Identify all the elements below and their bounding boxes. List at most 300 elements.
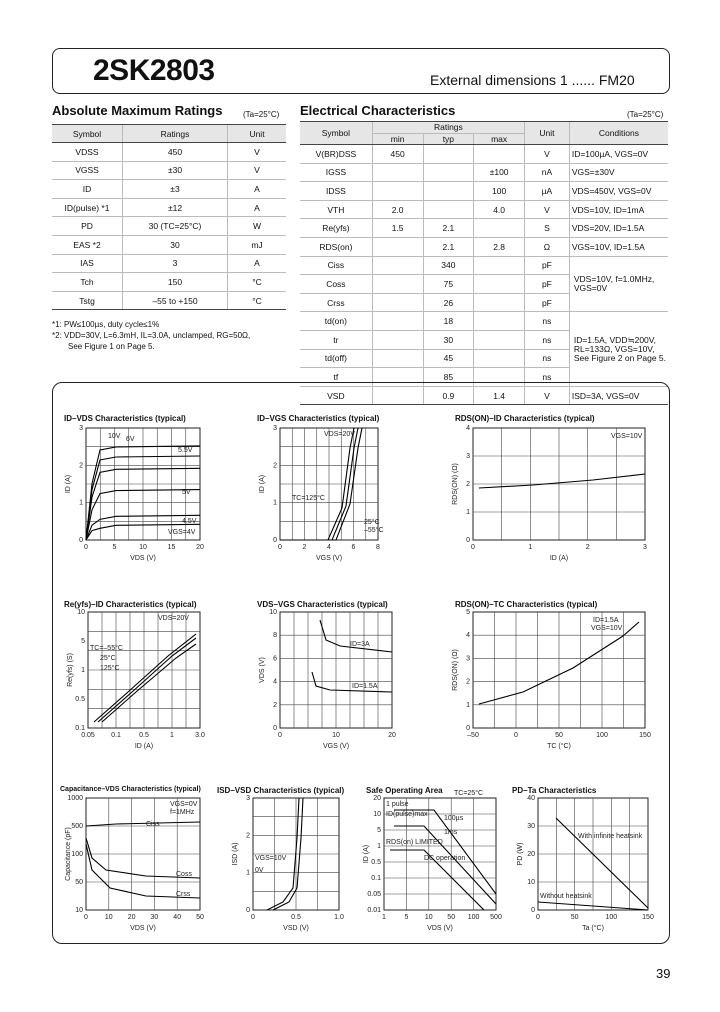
col-max: max <box>474 133 525 145</box>
max-cell: 2.8 <box>474 237 525 256</box>
unit-cell: V <box>525 145 570 164</box>
curve-label: 5V <box>182 489 191 496</box>
y-tick-label: 10 <box>77 609 85 616</box>
x-tick-label: 500 <box>490 914 502 921</box>
typ-cell: 85 <box>423 368 474 387</box>
curve-label: 4.5V <box>182 518 197 525</box>
rating-cell: ±12 <box>123 198 228 217</box>
x-axis-label: VGS (V) <box>322 743 350 750</box>
x-tick-label: 0 <box>536 914 540 921</box>
unit-cell: pF <box>525 256 570 275</box>
x-tick-label: 2 <box>302 544 307 551</box>
symbol-cell: IAS <box>52 254 123 273</box>
curve-label: 25°C <box>364 519 380 526</box>
unit-cell: nA <box>525 163 570 182</box>
symbol-cell: VDSS <box>52 143 123 162</box>
graph-title-vds-vgs: VDS–VGS Characteristics (typical) <box>257 600 388 609</box>
x-axis-label: VDS (V) <box>130 925 156 932</box>
y-tick-label: 0.1 <box>75 725 85 732</box>
x-tick-label: 0 <box>278 544 282 551</box>
condition-line: See Figure 2 on Page 5. <box>573 352 666 363</box>
plot-cap-vds <box>65 795 204 932</box>
max-cell <box>474 312 525 331</box>
y-tick-label: 500 <box>71 823 83 830</box>
curve-label: 6V <box>126 436 135 443</box>
typ-cell <box>423 182 474 201</box>
curve-label: With infinite heatsink <box>578 833 643 840</box>
max-cell <box>474 330 525 349</box>
curve-label: 1 pulse <box>386 801 409 808</box>
x-tick-label: 10 <box>139 544 147 551</box>
curve-label: 1ms <box>444 829 458 836</box>
y-tick-label: 1 <box>466 509 470 516</box>
x-tick-label: 50 <box>570 914 579 921</box>
condition-line: ID=1.5A, VDD≒200V, <box>573 334 657 345</box>
unit-cell: W <box>228 217 287 236</box>
y-tick-label: 4 <box>466 425 470 432</box>
y-tick-label: 0 <box>466 537 470 544</box>
y-tick-label: 1000 <box>67 795 83 802</box>
x-tick-label: 50 <box>447 914 456 921</box>
elec-row <box>300 237 668 256</box>
x-tick-label: 15 <box>167 544 176 551</box>
x-axis-label: VDS (V) <box>130 555 156 562</box>
y-tick-label: 0.1 <box>371 875 381 882</box>
x-tick-label: 100 <box>467 914 480 921</box>
y-axis-label: ID (A) <box>65 474 72 494</box>
page-number: 39 <box>656 966 671 981</box>
graph-title-id-vgs: ID–VGS Characteristics (typical) <box>257 414 380 423</box>
typ-cell <box>423 200 474 219</box>
elec-row <box>300 200 668 219</box>
x-tick-label: 10 <box>424 914 433 921</box>
y-tick-label: 8 <box>273 632 277 640</box>
symbol-cell: Coss <box>300 275 372 294</box>
x-tick-label: 30 <box>150 914 159 921</box>
y-axis-label: Capacitance (pF) <box>65 827 72 881</box>
conditions-cell: VDS=450V, VGS=0V <box>569 182 668 201</box>
unit-cell: mJ <box>228 235 287 254</box>
curve-label: VGS=4V <box>168 529 196 536</box>
col-symbol: Symbol <box>300 122 372 145</box>
typ-cell: 18 <box>423 312 474 331</box>
x-tick-label: 1 <box>382 914 386 921</box>
y-tick-label: 3 <box>466 655 470 663</box>
y-tick-label: 5 <box>466 609 470 616</box>
symbol-cell: Tstg <box>52 291 123 310</box>
conditions-cell: ID=100µA, VGS=0V <box>569 145 668 164</box>
graph-title-rdson-tc: RDS(ON)–TC Characteristics (typical) <box>455 600 598 609</box>
unit-cell: A <box>228 180 287 199</box>
graph-title-soa: Safe Operating Area <box>366 786 443 795</box>
symbol-cell: td(off) <box>300 349 372 368</box>
typ-cell <box>423 163 474 182</box>
max-cell: 1.4 <box>474 386 525 405</box>
max-cell <box>474 145 525 164</box>
x-tick-label: 150 <box>642 914 654 921</box>
y-tick-label: 1 <box>79 499 83 507</box>
symbol-cell: VGSS <box>52 161 123 180</box>
col-typ: typ <box>423 133 474 145</box>
max-cell <box>474 256 525 275</box>
min-cell: 450 <box>372 145 423 164</box>
x-tick-label: 2 <box>585 544 590 551</box>
rdson-id-curve <box>479 474 645 488</box>
y-tick-label: 40 <box>527 795 535 802</box>
y-tick-label: 3 <box>246 795 250 802</box>
y-tick-label: 2 <box>273 462 277 470</box>
rating-cell: 150 <box>123 273 228 292</box>
x-axis-label: VGS (V) <box>315 555 343 562</box>
unit-cell: A <box>228 254 287 273</box>
elec-ta-note: (Ta=25°C) <box>627 110 664 119</box>
y-tick-label: 0 <box>246 907 250 914</box>
abs-max-row <box>52 161 286 180</box>
unit-cell: V <box>228 161 287 180</box>
min-cell <box>372 275 423 294</box>
elec-row <box>300 145 668 164</box>
typ-cell: 30 <box>423 330 474 349</box>
min-cell: 2.0 <box>372 200 423 219</box>
x-tick-label: 0 <box>251 914 255 921</box>
curve-label: f=1MHz <box>170 809 195 816</box>
typ-cell: 340 <box>423 256 474 275</box>
abs-max-row <box>52 235 286 254</box>
typ-cell: 75 <box>423 275 474 294</box>
curve-label: TC=125°C <box>292 495 325 502</box>
plot-vds-vgs <box>259 609 396 750</box>
curve-label: VGS=0V <box>170 801 198 808</box>
soa-curve <box>394 810 496 894</box>
y-tick-label: 10 <box>75 907 83 914</box>
elec-title: Electrical Characteristics <box>300 103 456 118</box>
condition-line: VGS=0V <box>573 282 608 293</box>
y-tick-label: 2 <box>246 832 250 840</box>
unit-cell: ns <box>525 330 570 349</box>
x-tick-label: 50 <box>555 732 563 739</box>
y-tick-label: 1 <box>273 499 277 507</box>
elec-row <box>300 219 668 238</box>
graph-title-id-vds: ID–VDS Characteristics (typical) <box>64 414 186 423</box>
unit-cell: S <box>525 219 570 238</box>
unit-cell: ns <box>525 312 570 331</box>
symbol-cell: tf <box>300 368 372 387</box>
symbol-cell: VSD <box>300 386 372 405</box>
col-unit: Unit <box>525 122 570 145</box>
symbol-cell: EAS *2 <box>52 235 123 254</box>
curve-label: VDS=20V <box>324 431 355 438</box>
rating-cell: 3 <box>123 254 228 273</box>
y-tick-label: 20 <box>373 795 381 802</box>
x-tick-label: 40 <box>173 914 182 921</box>
curve-label: 0V <box>255 867 264 874</box>
x-tick-label: 8 <box>376 544 380 551</box>
unit-cell: °C <box>228 273 287 292</box>
abs-max-row <box>52 254 286 273</box>
max-cell <box>474 349 525 368</box>
conditions-cell <box>569 312 668 386</box>
symbol-cell: V(BR)DSS <box>300 145 372 164</box>
abs-max-table <box>52 124 286 310</box>
soa-curve <box>394 826 496 904</box>
y-tick-label: 2 <box>79 462 83 470</box>
min-cell <box>372 330 423 349</box>
y-tick-label: 10 <box>527 879 535 886</box>
unit-cell: V <box>525 386 570 405</box>
rating-cell: ±3 <box>123 180 228 199</box>
elec-table <box>300 121 668 405</box>
x-tick-label: –50 <box>467 732 479 739</box>
graph-title-cap-vds: Capacitance–VDS Characteristics (typical) <box>60 786 201 793</box>
x-tick-label: 10 <box>104 914 113 921</box>
graph-title-pd-ta: PD–Ta Characteristics <box>512 786 597 795</box>
min-cell <box>372 237 423 256</box>
external-dimensions: External dimensions 1 ...... FM20 <box>430 72 635 88</box>
y-tick-label: 5 <box>81 638 85 645</box>
col-min: min <box>372 133 423 145</box>
curve-label: Crss <box>176 891 191 898</box>
y-tick-label: 0 <box>466 725 470 732</box>
y-tick-label: 2 <box>466 678 470 686</box>
x-tick-label: 3 <box>643 544 647 551</box>
y-tick-label: 1 <box>377 843 381 850</box>
unit-cell: °C <box>228 291 287 310</box>
footnote-3: See Figure 1 on Page 5. <box>68 342 155 351</box>
elec-row <box>300 256 668 275</box>
elec-row <box>300 163 668 182</box>
abs-max-row <box>52 180 286 199</box>
curve-label: 100µs <box>444 815 464 822</box>
y-tick-label: 3 <box>466 453 470 460</box>
abs-max-row <box>52 291 286 310</box>
x-tick-label: 5 <box>404 914 409 921</box>
condition-line: VDS=10V, f=1.0MHz, <box>573 273 655 284</box>
ciss-curve <box>86 822 200 826</box>
condition-line: RL=133Ω, VGS=10V, <box>573 343 655 354</box>
x-tick-label: 20 <box>127 914 136 921</box>
symbol-cell: Crss <box>300 293 372 312</box>
curve-label: –55°C <box>364 527 384 534</box>
conditions-cell: VGS=±30V <box>569 163 668 182</box>
curve-label: TC=25°C <box>454 790 484 797</box>
unit-cell: µA <box>525 182 570 201</box>
unit-cell: V <box>228 143 287 162</box>
x-axis-label: Ta (°C) <box>582 925 604 932</box>
col-ratings: Ratings <box>123 125 228 143</box>
typ-cell: 2.1 <box>423 219 474 238</box>
symbol-cell: VTH <box>300 200 372 219</box>
y-tick-label: 50 <box>75 879 83 886</box>
typ-cell: 0.9 <box>423 386 474 405</box>
y-tick-label: 0 <box>531 907 535 914</box>
min-cell <box>372 163 423 182</box>
typ-cell <box>423 145 474 164</box>
symbol-cell: IDSS <box>300 182 372 201</box>
y-tick-label: 1 <box>466 701 470 709</box>
plot-isd-vsd <box>232 795 344 932</box>
unit-cell: V <box>525 200 570 219</box>
symbol-cell: RDS(on) <box>300 237 372 256</box>
curve-label: RDS(on) LIMITED <box>386 839 443 846</box>
y-tick-label: 0 <box>79 537 83 544</box>
plot-pd-ta <box>517 795 654 932</box>
max-cell: 100 <box>474 182 525 201</box>
symbol-cell: td(on) <box>300 312 372 331</box>
abs-max-title: Absolute Maximum Ratings <box>52 103 223 118</box>
col-symbol: Symbol <box>52 125 123 143</box>
x-tick-label: 100 <box>605 914 618 921</box>
curve-label: 5.5V <box>178 447 193 454</box>
symbol-cell: Tch <box>52 273 123 292</box>
y-tick-label: 6 <box>273 655 277 663</box>
col-conditions: Conditions <box>569 122 668 145</box>
col-unit: Unit <box>228 125 287 143</box>
y-tick-label: 4 <box>273 678 277 686</box>
graph-title-rdson-id: RDS(ON)–ID Characteristics (typical) <box>455 414 595 423</box>
max-cell <box>474 275 525 294</box>
x-tick-label: 0 <box>278 732 282 739</box>
curve-label: VDS=20V <box>158 615 189 622</box>
rating-cell: ±30 <box>123 161 228 180</box>
graph-title-yfs-id: Re(yfs)–ID Characteristics (typical) <box>64 600 197 609</box>
curve-label: Without heatsink <box>540 893 592 900</box>
y-axis-label: PD (W) <box>517 842 524 866</box>
x-tick-label: 0.1 <box>111 732 121 739</box>
symbol-cell: Ciss <box>300 256 372 275</box>
symbol-cell: IGSS <box>300 163 372 182</box>
max-cell <box>474 293 525 312</box>
curve-label: Ciss <box>146 821 160 828</box>
rating-cell: 450 <box>123 143 228 162</box>
x-tick-label: 3.0 <box>195 732 205 739</box>
min-cell <box>372 349 423 368</box>
typ-cell: 26 <box>423 293 474 312</box>
y-tick-label: 2 <box>466 481 470 488</box>
elec-row <box>300 312 668 331</box>
abs-max-row <box>52 143 286 162</box>
y-tick-label: 0.5 <box>75 696 85 703</box>
abs-max-row <box>52 273 286 292</box>
x-tick-label: 150 <box>639 732 651 739</box>
curve-label: ID=1.5A <box>352 683 378 690</box>
x-axis-label: ID (A) <box>134 743 154 750</box>
curve-label: VGS=10V <box>611 433 643 440</box>
typ-cell: 2.1 <box>423 237 474 256</box>
curve-label: ID(pulse)max <box>386 811 428 818</box>
curve-label: Coss <box>176 871 192 878</box>
y-axis-label: Re(yfs) (S) <box>67 653 74 687</box>
col-ratings: Ratings <box>372 122 524 134</box>
y-axis-label: ID (A) <box>259 474 266 494</box>
abs-max-row <box>52 217 286 236</box>
y-tick-label: 2 <box>273 701 277 709</box>
max-cell <box>474 219 525 238</box>
y-axis-label: RDS(ON) (Ω) <box>452 649 459 691</box>
unit-cell: A <box>228 198 287 217</box>
conditions-cell: VGS=10V, ID=1.5A <box>569 237 668 256</box>
unit-cell: Ω <box>525 237 570 256</box>
x-tick-label: 0 <box>514 732 518 739</box>
x-tick-label: 6 <box>351 544 356 551</box>
curve-label: 25°C <box>100 655 116 662</box>
curve-label: ID=1.5A <box>593 617 619 624</box>
plot-id-vgs <box>259 425 384 562</box>
curve-label: TC=–55°C <box>90 645 123 652</box>
symbol-cell: Re(yfs) <box>300 219 372 238</box>
plot-rdson-tc <box>452 609 651 750</box>
min-cell <box>372 256 423 275</box>
y-tick-label: 0.01 <box>367 907 381 914</box>
abs-max-ta-note: (Ta=25°C) <box>243 110 280 119</box>
rating-cell: 30 <box>123 235 228 254</box>
x-tick-label: 20 <box>388 732 396 739</box>
y-tick-label: 0.05 <box>367 891 381 898</box>
y-tick-label: 10 <box>269 609 277 616</box>
unit-cell: ns <box>525 368 570 387</box>
conditions-cell <box>569 256 668 312</box>
y-tick-label: 20 <box>527 851 535 858</box>
footnote-2: *2: VDD=30V, L=6.3mH, IL=3.0A, unclamped, RG=50Ω, <box>52 331 251 340</box>
x-tick-label: 0 <box>471 544 475 551</box>
unit-cell: pF <box>525 275 570 294</box>
min-cell <box>372 293 423 312</box>
x-tick-label: 100 <box>596 732 608 739</box>
symbol-cell: tr <box>300 330 372 349</box>
y-tick-label: 10 <box>373 811 381 818</box>
footnote-1: *1: PW≤100µs, duty cycle≤1% <box>52 320 160 329</box>
y-tick-label: 3 <box>273 425 277 432</box>
x-tick-label: 0 <box>84 544 88 551</box>
x-tick-label: 0.5 <box>139 732 149 739</box>
elec-row <box>300 182 668 201</box>
x-axis-label: VDS (V) <box>427 925 453 932</box>
conditions-cell: VDS=20V, ID=1.5A <box>569 219 668 238</box>
symbol-cell: ID <box>52 180 123 199</box>
y-tick-label: 0.5 <box>371 859 381 866</box>
x-axis-label: ID (A) <box>549 555 569 562</box>
min-cell <box>372 312 423 331</box>
curve-label: VGS=10V <box>255 855 287 862</box>
x-axis-label: TC (°C) <box>547 743 571 750</box>
y-axis-label: ISD (A) <box>232 842 239 866</box>
y-tick-label: 1 <box>246 869 250 877</box>
plot-id-vds <box>65 425 204 562</box>
symbol-cell: PD <box>52 217 123 236</box>
x-tick-label: 50 <box>196 914 204 921</box>
conditions-cell: VDS=10V, ID=1mA <box>569 200 668 219</box>
unit-cell: ns <box>525 349 570 368</box>
y-tick-label: 0 <box>273 537 277 544</box>
y-tick-label: 30 <box>527 823 535 830</box>
y-tick-label: 1 <box>81 667 85 674</box>
max-cell: 4.0 <box>474 200 525 219</box>
y-axis-label: VDS (V) <box>259 657 266 683</box>
rating-cell: –55 to +150 <box>123 291 228 310</box>
unit-cell: pF <box>525 293 570 312</box>
curve-label: 10V <box>108 433 121 440</box>
x-tick-label: 0.5 <box>291 914 301 921</box>
x-tick-label: 0 <box>84 914 88 921</box>
x-tick-label: 5 <box>112 544 117 551</box>
x-tick-label: 1 <box>528 544 533 551</box>
conditions-cell: ISD=3A, VGS=0V <box>569 386 668 405</box>
x-tick-label: 0.05 <box>81 732 95 739</box>
abs-max-row <box>52 198 286 217</box>
curve-label: DC operation <box>424 855 466 862</box>
plot-rdson-id <box>452 425 647 562</box>
rating-cell: 30 (TC=25°C) <box>123 217 228 236</box>
symbol-cell: ID(pulse) *1 <box>52 198 123 217</box>
